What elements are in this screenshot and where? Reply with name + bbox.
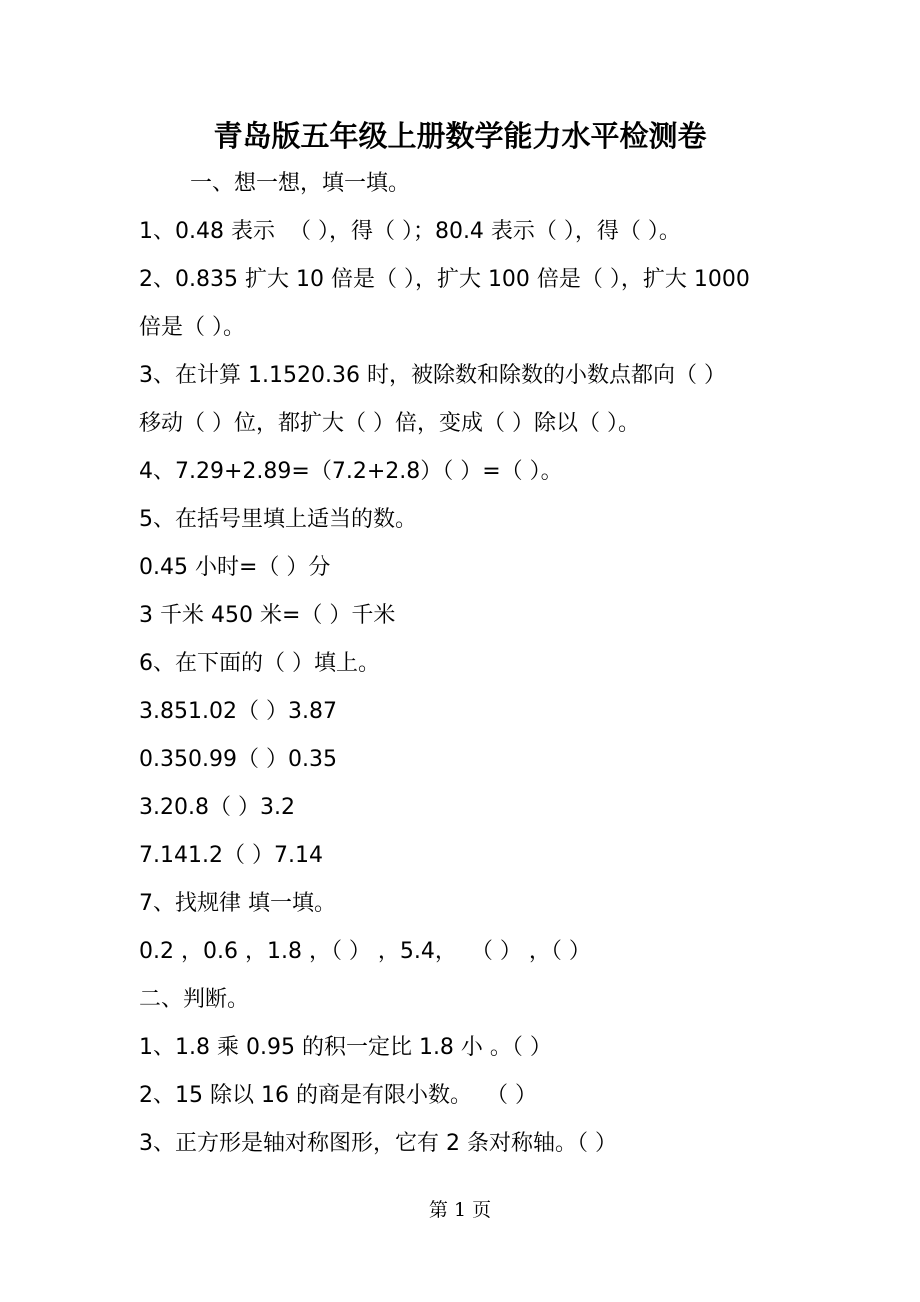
question-line: 7、找规律 填一填。 bbox=[139, 891, 336, 916]
question-line: 倍是（ ）。 bbox=[139, 315, 245, 340]
question-line: 0.350.99（ ）0.35 bbox=[139, 747, 337, 772]
question-line: 5、在括号里填上适当的数。 bbox=[139, 507, 417, 532]
question-line: 0.45 小时=（ ）分 bbox=[139, 555, 331, 580]
judgment-line: 1、1.8 乘 0.95 的积一定比 1.8 小 。（ ） bbox=[139, 1035, 552, 1060]
question-line: 4、7.29+2.89=（7.2+2.8）（ ）=（ ）。 bbox=[139, 459, 563, 484]
question-line: 移动（ ）位，都扩大（ ）倍，变成（ ）除以（ ）。 bbox=[139, 411, 640, 436]
judgment-line: 3、正方形是轴对称图形，它有 2 条对称轴。（ ） bbox=[139, 1131, 617, 1156]
question-line: 0.2 ，0.6 ，1.8 ，（ ） ，5.4， （ ） ，（ ） bbox=[139, 939, 591, 964]
page-title: 青岛版五年级上册数学能力水平检测卷 bbox=[213, 119, 707, 153]
section-heading-fill: 一、想一想，填一填。 bbox=[190, 171, 411, 196]
judgment-line: 2、15 除以 16 的商是有限小数。 （ ） bbox=[139, 1083, 537, 1108]
question-line: 3、在计算 1.1520.36 时，被除数和除数的小数点都向（ ） bbox=[139, 363, 726, 388]
question-line: 3.851.02（ ）3.87 bbox=[139, 699, 337, 724]
section-heading-judge: 二、判断。 bbox=[139, 987, 250, 1012]
question-line: 6、在下面的（ ）填上。 bbox=[139, 651, 380, 676]
question-line: 3 千米 450 米=（ ）千米 bbox=[139, 603, 396, 628]
question-line: 2、0.835 扩大 10 倍是（ ），扩大 100 倍是（ ），扩大 1000 bbox=[139, 267, 750, 292]
question-line: 7.141.2（ ）7.14 bbox=[139, 843, 323, 868]
question-line: 1、0.48 表示 （ ），得（ ）；80.4 表示（ ），得（ ）。 bbox=[139, 219, 681, 244]
page-number: 第 1 页 bbox=[428, 1199, 492, 1221]
question-line: 3.20.8（ ）3.2 bbox=[139, 795, 295, 820]
